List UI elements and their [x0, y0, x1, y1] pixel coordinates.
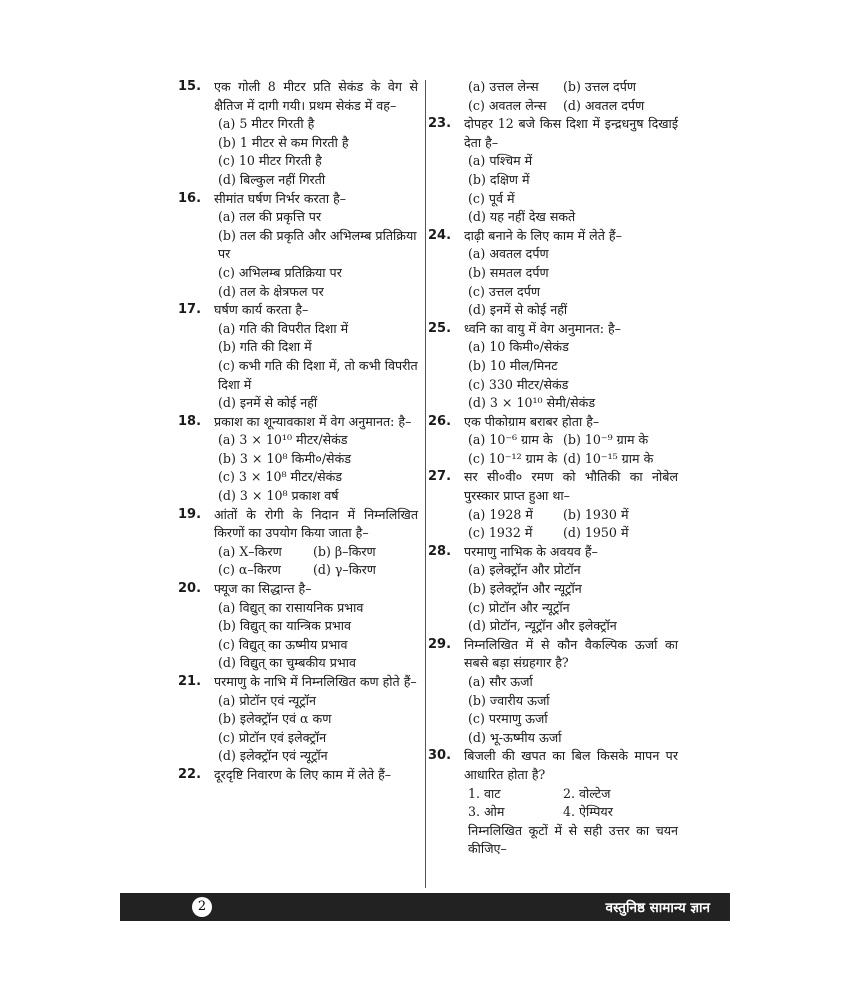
question-text: परमाणु नाभिक के अवयव हैं– [464, 543, 598, 559]
option: (a) 1928 में [468, 506, 533, 522]
options [468, 431, 678, 468]
question-17 [178, 301, 418, 413]
option: (b) उत्तल दर्पण [563, 79, 636, 94]
question-number: 21. [178, 674, 202, 689]
page-number: 2 [192, 897, 212, 917]
option: (b) समतल दर्पण [468, 264, 549, 280]
option-pair-row [468, 431, 678, 450]
option: (a) सौर ऊर्जा [468, 674, 533, 689]
option: (c) कभी गति की दिशा में, तो कभी विपरीत दिशा में [218, 357, 418, 392]
question-number: 24. [428, 227, 452, 243]
option: (a) पश्चिम में [468, 153, 533, 169]
question-line [178, 190, 418, 209]
option: (c) परमाणु ऊर्जा [468, 711, 548, 727]
question-number: 25. [428, 320, 452, 336]
question-25 [428, 320, 678, 413]
question-number: 19. [178, 506, 202, 522]
option: (d) γ–किरण [313, 562, 376, 578]
option: (c) प्रोटॉन और न्यूट्रॉन [468, 599, 570, 615]
options [218, 115, 418, 189]
question-text: दाढ़ी बनाने के लिए काम में लेते हैं– [464, 227, 622, 243]
options [218, 208, 418, 301]
question-line [428, 227, 678, 246]
option: (a) 10 किमी०/सेकंड [468, 339, 569, 355]
question-line [428, 413, 678, 432]
question-text: आंतों के रोगी के निदान में निम्नलिखित किरणों का उपयोग किया जाता है– [214, 506, 418, 541]
question-28 [428, 543, 678, 636]
option: (b) 10⁻⁹ ग्राम के [563, 432, 649, 448]
option: (d) 3 × 10¹⁰ सेमी/सेकंड [468, 395, 596, 411]
option: (b) विद्युत् का यान्त्रिक प्रभाव [218, 618, 352, 634]
options [468, 561, 678, 635]
option: (b) इलेक्ट्रॉन एवं α कण [218, 711, 332, 727]
option-pair-row [218, 543, 418, 562]
question-number: 22. [178, 766, 202, 782]
options [218, 599, 418, 673]
option: (b) 10 मील/मिनट [468, 357, 558, 373]
page-footer [120, 893, 730, 921]
option: (d) प्रोटॉन, न्यूट्रॉन और इलेक्ट्रॉन [468, 618, 617, 634]
option: (c) पूर्व में [468, 190, 515, 206]
question-22 [178, 766, 418, 785]
option: (d) इलेक्ट्रॉन एवं न्यूट्रॉन [218, 748, 328, 764]
option: (b) दक्षिण में [468, 171, 530, 187]
option: (d) बिल्कुल नहीं गिरती [218, 171, 326, 187]
question-16 [178, 190, 418, 302]
option: (a) इलेक्ट्रॉन और प्रोटॉन [468, 562, 581, 578]
options [218, 692, 418, 766]
options [468, 506, 678, 543]
question-text: एक गोली 8 मीटर प्रति सेकंड के वेग से क्षैतिज में दागी गयी। प्रथम सेकंड में वह– [214, 79, 418, 113]
option: (c) प्रोटॉन एवं इलेक्ट्रॉन [218, 729, 327, 745]
option: (d) विद्युत् का चुम्बकीय प्रभाव [218, 655, 357, 671]
question-text: ध्वनि का वायु में वेग अनुमानत: है– [464, 320, 621, 336]
left-column [178, 78, 418, 785]
options [218, 543, 418, 580]
option-pair-row [218, 561, 418, 580]
question-number: 29. [428, 636, 452, 652]
question-line [428, 543, 678, 562]
options [218, 431, 418, 505]
question-line [428, 115, 678, 152]
options [218, 320, 418, 413]
option-pair-row [468, 785, 678, 804]
question-24 [428, 227, 678, 320]
option: (d) यह नहीं देख सकते [468, 209, 576, 225]
question-text: दोपहर 12 बजे किस दिशा में इन्द्रधनुष दिखाई देता है– [464, 116, 678, 150]
question-line [428, 636, 678, 673]
question-number: 20. [178, 581, 202, 597]
option: 2. वोल्टेज [563, 785, 611, 801]
option-pair-row [468, 78, 678, 97]
question-21 [178, 673, 418, 766]
question-18 [178, 413, 418, 506]
option: (c) 10 मीटर गिरती है [218, 153, 322, 169]
option: (b) β–किरण [313, 543, 376, 559]
question-line [428, 747, 678, 784]
option: (a) अवतल दर्पण [468, 246, 549, 262]
instruction-text: निम्नलिखित कूटों में से सही उत्तर का चयन कीजिए– [468, 822, 678, 857]
option-pair-row [468, 506, 678, 525]
question-text: दूरदृष्टि निवारण के लिए काम में लेते हैं– [214, 766, 392, 782]
question-line [178, 506, 418, 543]
option: (d) भू-ऊष्मीय ऊर्जा [468, 729, 562, 745]
question-number: 15. [178, 79, 202, 94]
option: (b) तल की प्रकृति और अभिलम्ब प्रतिक्रिया पर [218, 227, 417, 262]
option: (d) इनमें से कोई नहीं [218, 395, 318, 411]
option-pair-row [468, 803, 678, 822]
question-number: 17. [178, 302, 202, 318]
question-line [428, 468, 678, 505]
option-pair-row [468, 450, 678, 469]
option: (b) गति की दिशा में [218, 339, 312, 355]
option: (a) X–किरण [218, 543, 282, 559]
question-number: 30. [428, 748, 452, 764]
question-number: 23. [428, 116, 452, 132]
option: (a) प्रोटॉन एवं न्यूट्रॉन [218, 692, 316, 708]
option-pair-row [468, 97, 678, 116]
option: 3. ओम [468, 804, 505, 820]
book-title: वस्तुनिष्ठ सामान्य ज्ञान [605, 900, 710, 916]
question-23 [428, 115, 678, 227]
option: (c) 330 मीटर/सेकंड [468, 376, 569, 392]
column-divider [425, 80, 426, 888]
option: (c) 1932 में [468, 525, 533, 541]
option: (d) 1950 में [563, 525, 629, 541]
option: (b) इलेक्ट्रॉन और न्यूट्रॉन [468, 581, 582, 597]
question-text: निम्नलिखित में से कौन वैकल्पिक ऊर्जा का सबसे बड़ा संग्रहगार है? [464, 636, 678, 671]
option: (c) अभिलम्ब प्रतिक्रिया पर [218, 264, 342, 280]
question-15 [178, 78, 418, 190]
question-number: 16. [178, 190, 202, 206]
option: (c) उत्तल दर्पण [468, 283, 540, 299]
option: 1. वाट [468, 785, 501, 801]
options [468, 245, 678, 319]
question-19 [178, 506, 418, 580]
question-text: एक पीकोग्राम बराबर होता है– [464, 413, 600, 429]
q22-options-continued [468, 78, 678, 115]
option-pair-row [468, 524, 678, 543]
question-line [428, 320, 678, 339]
options [468, 673, 678, 747]
option: (c) विद्युत् का ऊष्मीय प्रभाव [218, 636, 348, 652]
question-text: घर्षण कार्य करता है– [214, 302, 309, 318]
option: (b) 1 मीटर से कम गिरती है [218, 134, 349, 150]
question-text: सीमांत घर्षण निर्भर करता है– [214, 190, 347, 206]
options [468, 338, 678, 412]
question-number: 26. [428, 413, 452, 429]
question-27 [428, 468, 678, 542]
question-line [178, 78, 418, 115]
question-text: सर सी०वी० रमण को भौतिकी का नोबेल पुरस्कार प्राप्त हुआ था– [464, 469, 678, 504]
question-text: प्रकाश का शून्यावकाश में वेग अनुमानत: है– [214, 413, 412, 429]
question-29 [428, 636, 678, 748]
question-text: बिजली की खपत का बिल किसके मापन पर आधारित होता है? [464, 748, 678, 782]
option: 4. ऐम्पियर [563, 804, 613, 820]
question-text: फ्यूज का सिद्धान्त है– [214, 581, 312, 597]
option: (a) 10⁻⁶ ग्राम के [468, 432, 553, 448]
right-column [428, 78, 678, 859]
option: (d) इनमें से कोई नहीं [468, 302, 568, 318]
question-line [178, 580, 418, 599]
option: (c) α–किरण [218, 562, 281, 578]
question-number: 27. [428, 469, 452, 485]
option: (a) 5 मीटर गिरती है [218, 116, 315, 132]
option: (a) तल की प्रकृत्ति पर [218, 209, 322, 225]
option: (d) 10⁻¹⁵ ग्राम के [563, 450, 654, 466]
option: (b) ज्वारीय ऊर्जा [468, 692, 550, 708]
question-line [178, 766, 418, 785]
option: (d) 3 × 10⁸ प्रकाश वर्ष [218, 488, 339, 504]
option: (b) 1930 में [563, 506, 629, 522]
question-number: 28. [428, 543, 452, 559]
question-20 [178, 580, 418, 673]
question-line [178, 301, 418, 320]
option: (a) 3 × 10¹⁰ मीटर/सेकंड [218, 432, 348, 448]
option: (a) गति की विपरीत दिशा में [218, 320, 349, 336]
option: (d) अवतल दर्पण [563, 97, 645, 113]
question-line [178, 413, 418, 432]
option: (a) विद्युत् का रासायनिक प्रभाव [218, 599, 364, 615]
options [468, 785, 678, 822]
option: (a) उत्तल लेन्स [468, 79, 539, 94]
options [468, 152, 678, 226]
question-26 [428, 413, 678, 469]
question-30 [428, 747, 678, 859]
question-line [178, 673, 418, 692]
option: (c) 3 × 10⁸ मीटर/सेकंड [218, 469, 342, 485]
option: (c) 10⁻¹² ग्राम के [468, 450, 558, 466]
question-text: परमाणु के नाभि में निम्नलिखित कण होते हैं– [214, 674, 417, 689]
option: (c) अवतल लेन्स [468, 97, 547, 113]
question-number: 18. [178, 413, 202, 429]
option: (b) 3 × 10⁸ किमी०/सेकंड [218, 450, 351, 466]
option: (d) तल के क्षेत्रफल पर [218, 283, 324, 299]
